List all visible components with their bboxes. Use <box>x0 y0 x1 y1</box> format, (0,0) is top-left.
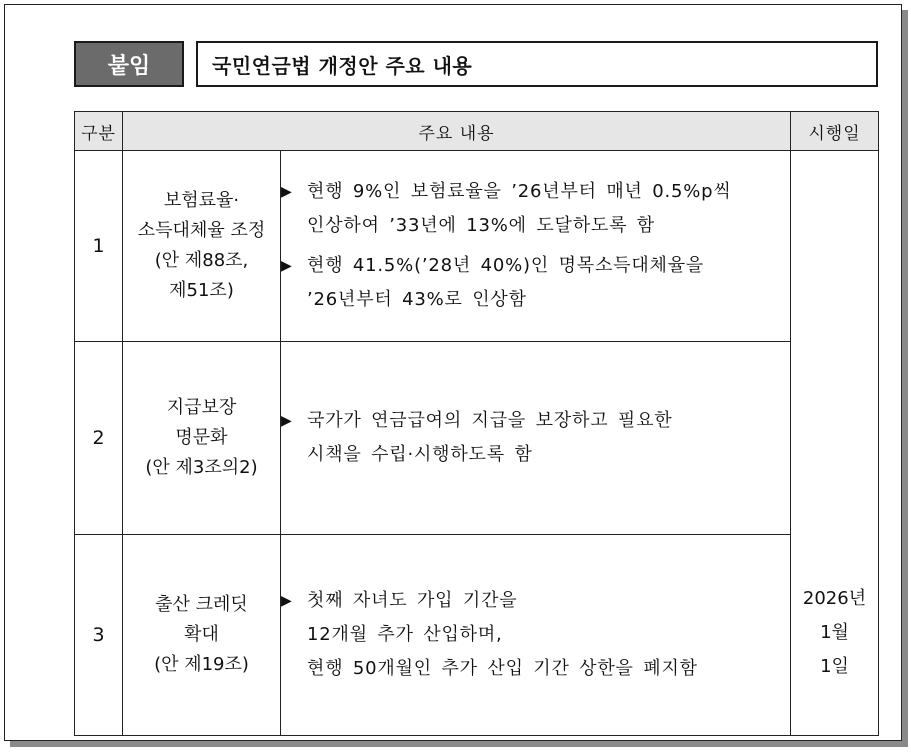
bullet-item <box>281 404 790 472</box>
triangle-right-icon: ▶ <box>281 184 292 200</box>
column-header-effective-date: 시행일 <box>791 112 879 151</box>
attachment-badge: 붙임 <box>74 41 184 87</box>
subject-line: 보험료율· <box>163 190 240 211</box>
subject-line: 명문화 <box>175 427 228 448</box>
row-content <box>281 151 791 342</box>
row-number: 3 <box>75 535 123 736</box>
subject-line: (안 제19조) <box>154 654 249 675</box>
bullet-text-line: 현행 50개월인 추가 산입 기간 상한을 폐지함 <box>307 658 698 679</box>
effective-date-cell <box>791 151 879 736</box>
row-number: 1 <box>75 151 123 342</box>
bullet-text-line: 첫째 자녀도 가입 기간을 <box>307 590 518 611</box>
row-subject <box>123 535 281 736</box>
triangle-right-icon: ▶ <box>281 413 292 429</box>
subject-line: 제51조) <box>169 280 234 301</box>
bullet-item <box>281 175 790 243</box>
subject-line: (안 제3조의2) <box>145 457 258 478</box>
amendment-table <box>74 111 879 736</box>
subject-line: 출산 크레딧 <box>155 594 248 615</box>
bullet-text-line: 현행 9%인 보험료율을 ’26년부터 매년 0.5%p씩 <box>307 181 732 202</box>
table-row <box>75 535 879 736</box>
bullet-text-line: 현행 41.5%(’28년 40%)인 명목소득대체율을 <box>307 255 705 276</box>
bullet-text-line: ’26년부터 43%로 인상함 <box>307 289 527 310</box>
row-number: 2 <box>75 342 123 535</box>
triangle-right-icon: ▶ <box>281 258 292 274</box>
row-subject <box>123 342 281 535</box>
column-header-category: 구분 <box>75 112 123 151</box>
subject-line: (안 제88조, <box>154 250 249 271</box>
column-header-content: 주요 내용 <box>123 112 791 151</box>
bullet-text-line: 12개월 추가 산입하며, <box>307 624 503 645</box>
table-row <box>75 151 879 342</box>
effective-date-line: 1일 <box>820 656 849 677</box>
document-page <box>4 4 902 741</box>
row-subject <box>123 151 281 342</box>
bullet-text-line: 국가가 연금급여의 지급을 보장하고 필요한 <box>307 410 673 431</box>
bullet-item <box>281 249 790 317</box>
triangle-right-icon: ▶ <box>281 593 292 609</box>
table-header-row <box>75 112 879 151</box>
table-row <box>75 342 879 535</box>
effective-date-line: 1월 <box>820 622 849 643</box>
subject-line: 지급보장 <box>166 397 237 418</box>
row-content <box>281 342 791 535</box>
effective-date-line: 2026년 <box>802 588 867 609</box>
document-title: 국민연금법 개정안 주요 내용 <box>196 41 878 87</box>
bullet-text-line: 시책을 수립·시행하도록 함 <box>307 444 533 465</box>
subject-line: 소득대체율 조정 <box>137 220 266 241</box>
row-content <box>281 535 791 736</box>
subject-line: 확대 <box>184 624 219 645</box>
bullet-text-line: 인상하여 ’33년에 13%에 도달하도록 함 <box>307 215 655 236</box>
bullet-item <box>281 584 790 686</box>
